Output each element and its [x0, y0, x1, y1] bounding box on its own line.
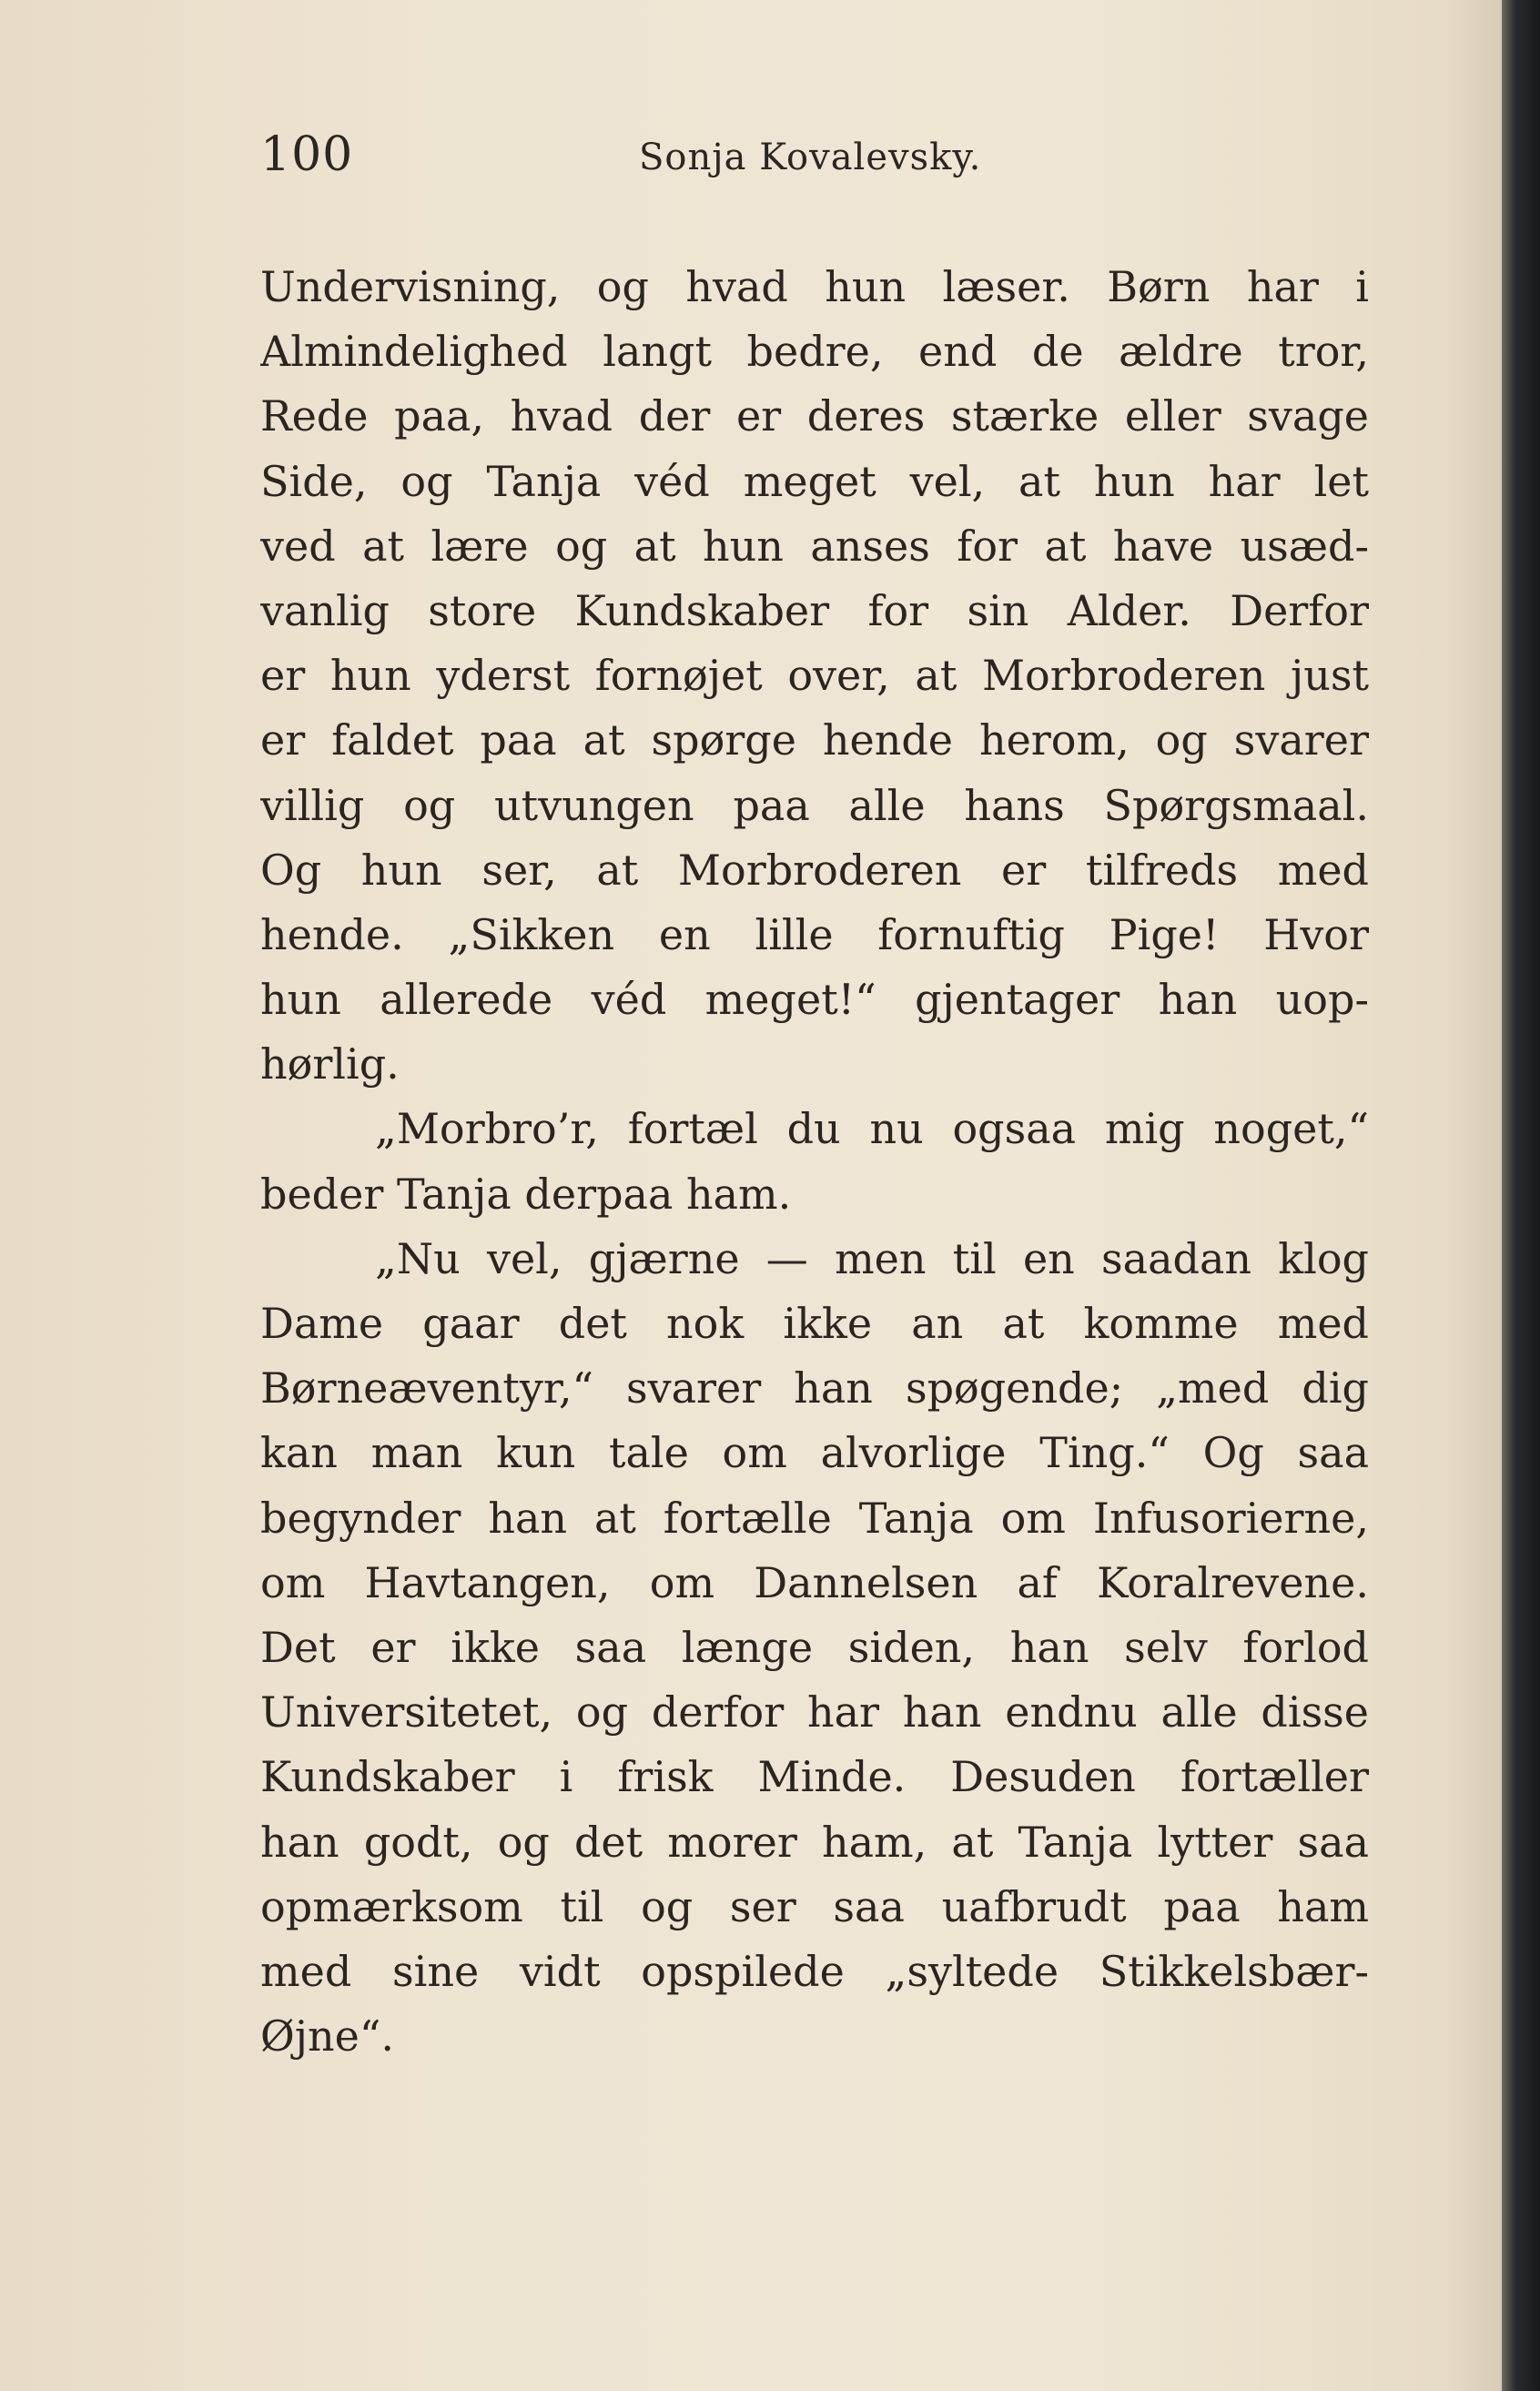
text-line: om Havtangen, om Dannelsen af Koralrevene. — [260, 1557, 1369, 1607]
book-edge — [1502, 0, 1540, 2391]
text-line: Og hun ser, at Morbroderen er tilfreds med — [260, 845, 1369, 895]
text-line: med sine vidt opspilede „syltede Stikkelsbær- — [260, 1946, 1369, 1996]
text-line: Dame gaar det nok ikke an at komme med — [260, 1299, 1369, 1348]
text-line: han godt, og det morer ham, at Tanja lytter saa — [260, 1817, 1369, 1867]
page-header — [260, 127, 1371, 191]
text-line: Undervisning, og hvad hun læser. Børn har i — [260, 262, 1369, 311]
text-line: hun allerede véd meget!“ gjentager han uop- — [260, 975, 1369, 1025]
text-line: villig og utvungen paa alle hans Spørgsmaal. — [260, 780, 1369, 830]
text-line: Universitetet, og derfor har han endnu alle disse — [260, 1687, 1369, 1738]
text-line: Almindelighed langt bedre, end de ældre tror, — [260, 327, 1369, 377]
text-line: vanlig store Kundskaber for sin Alder. Derfor — [260, 585, 1369, 635]
text-line: begynder han at fortælle Tanja om Infusorierne, — [260, 1493, 1369, 1543]
text-line: Rede paa, hvad der er deres stærke eller svage — [260, 391, 1369, 441]
text-line: Side, og Tanja véd meget vel, at hun har let — [260, 456, 1369, 506]
text-line: Børneæventyr,“ svarer han spøgende; „med dig — [260, 1363, 1369, 1413]
running-head: Sonja Kovalevsky. — [639, 137, 982, 178]
text-line: kan man kun tale om alvorlige Ting.“ Og saa — [260, 1428, 1369, 1478]
page-number: 100 — [260, 127, 354, 182]
text-line: ved at lære og at hun anses for at have usæd- — [260, 521, 1369, 571]
text-line: Det er ikke saa længe siden, han selv forlod — [260, 1622, 1369, 1672]
text-line: hende. „Sikken en lille fornuftig Pige! Hvor — [260, 909, 1369, 959]
body-text — [260, 255, 1369, 2069]
text-line: er faldet paa at spørge hende herom, og svarer — [260, 715, 1369, 765]
text-line: Kundskaber i frisk Minde. Desuden fortæller — [260, 1752, 1369, 1802]
text-line: opmærksom til og ser saa uafbrudt paa ham — [260, 1881, 1369, 1931]
text-line: „Morbro’r, fortæl du nu ogsaa mig noget,“ — [375, 1104, 1369, 1154]
text-line: hørlig. — [260, 1039, 400, 1089]
text-line: „Nu vel, gjærne — men til en saadan klog — [375, 1233, 1369, 1283]
text-line: Øjne“. — [260, 2011, 394, 2062]
text-line: er hun yderst fornøjet over, at Morbroderen just — [260, 651, 1369, 701]
text-line: beder Tanja derpaa ham. — [260, 1169, 792, 1219]
